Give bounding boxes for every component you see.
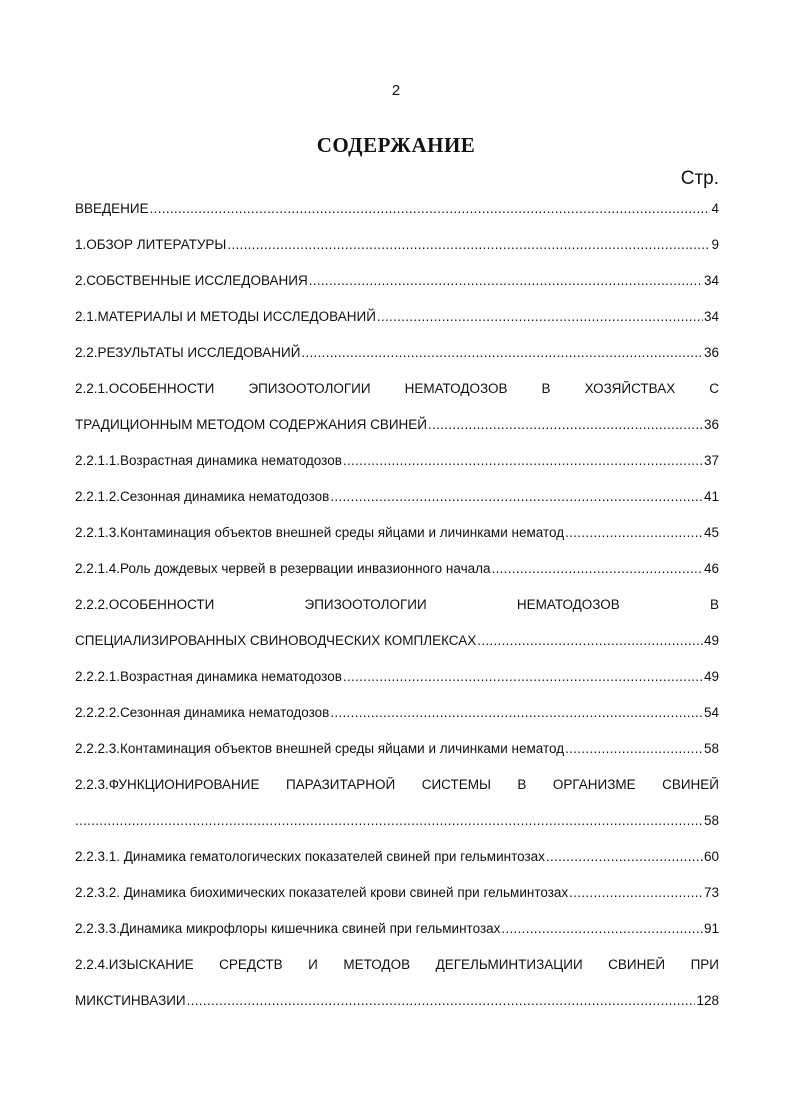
toc-entry-text: 2.2.1.3.Контаминация объектов внешней среды яйцами и личинками нематод <box>75 524 565 540</box>
dot-leader <box>227 237 710 252</box>
toc-entry <box>75 298 719 334</box>
dot-leader <box>477 633 703 648</box>
toc-entry <box>75 550 719 586</box>
toc-entry <box>75 190 719 226</box>
page-number: 2 <box>391 82 401 99</box>
toc-entry-page: 73 <box>703 884 719 900</box>
toc-entry-page: 36 <box>703 344 719 360</box>
dot-leader <box>377 309 703 324</box>
toc-entry-text: СПЕЦИАЛИЗИРОВАННЫХ СВИНОВОДЧЕСКИХ КОМПЛЕКСАХ <box>75 632 477 648</box>
toc-entry-text: ТРАДИЦИОННЫМ МЕТОДОМ СОДЕРЖАНИЯ СВИНЕЙ <box>75 416 428 432</box>
toc-entry <box>75 658 719 694</box>
toc-entry-text: 2.2.1.ОСОБЕННОСТИ ЭПИЗООТОЛОГИИ НЕМАТОДОЗОВ В ХОЗЯЙСТВАХ С <box>75 380 719 396</box>
toc-entry <box>75 766 719 802</box>
page-title: СОДЕРЖАНИЕ <box>316 133 476 157</box>
toc-entry <box>75 226 719 262</box>
toc-entry <box>75 982 719 1018</box>
toc-entry-text: 2.2.2.2.Сезонная динамика нематодозов <box>75 704 330 720</box>
toc-entry <box>75 622 719 658</box>
toc-entry-text: 2.2.2.1.Возрастная динамика нематодозов <box>75 668 342 684</box>
toc-entry-page: 49 <box>703 632 719 648</box>
toc-entry-text: 2.2.3.1. Динамика гематологических показателей свиней при гельминтозах <box>75 848 545 864</box>
toc-entry-text: 2.2.2.3.Контаминация объектов внешней среды яйцами и личинками нематод <box>75 740 565 756</box>
toc-entry-page: 49 <box>703 668 719 684</box>
toc-entry-page: 54 <box>703 704 719 720</box>
toc-entry <box>75 802 719 838</box>
dot-leader <box>75 813 703 828</box>
toc-entry-text: 2.1.МАТЕРИАЛЫ И МЕТОДЫ ИССЛЕДОВАНИЙ <box>75 308 376 324</box>
toc-entry-page: 46 <box>703 560 719 576</box>
toc-entry <box>75 910 719 946</box>
toc-entry-text: 2.2.1.1.Возрастная динамика нематодозов <box>75 452 342 468</box>
toc-entry-page: 41 <box>703 488 719 504</box>
toc-entry <box>75 730 719 766</box>
toc-entry-page: 58 <box>703 740 719 756</box>
toc-entry <box>75 874 719 910</box>
toc-entry-page: 9 <box>711 236 719 252</box>
toc-entry-page: 37 <box>703 452 719 468</box>
toc-entry-page: 45 <box>703 524 719 540</box>
dot-leader <box>150 201 711 216</box>
dot-leader <box>187 993 696 1008</box>
toc-entry-page: 60 <box>703 848 719 864</box>
toc-entry-page: 128 <box>696 992 719 1008</box>
toc-entry-text: 2.СОБСТВЕННЫЕ ИССЛЕДОВАНИЯ <box>75 272 308 288</box>
toc-entry-text: 1.ОБЗОР ЛИТЕРАТУРЫ <box>75 236 227 252</box>
dot-leader <box>492 561 703 576</box>
dot-leader <box>565 741 703 756</box>
toc-entry-page: 91 <box>703 920 719 936</box>
dot-leader <box>569 885 703 900</box>
toc-entry-text: МИКСТИНВАЗИИ <box>75 992 186 1008</box>
page-column-header: Стр. <box>680 168 719 189</box>
dot-leader <box>330 489 703 504</box>
dot-leader <box>428 417 703 432</box>
toc-entry <box>75 442 719 478</box>
toc-entry <box>75 694 719 730</box>
toc-entry-text: 2.2.4.ИЗЫСКАНИЕ СРЕДСТВ И МЕТОДОВ ДЕГЕЛЬМИНТИЗАЦИИ СВИНЕЙ ПРИ <box>75 956 719 972</box>
dot-leader <box>330 705 703 720</box>
toc-entry-text: 2.2.1.2.Сезонная динамика нематодозов <box>75 488 330 504</box>
dot-leader <box>309 273 703 288</box>
toc-entry <box>75 478 719 514</box>
toc-entry-text: 2.2.3.ФУНКЦИОНИРОВАНИЕ ПАРАЗИТАРНОЙ СИСТЕМЫ В ОРГАНИЗМЕ СВИНЕЙ <box>75 776 719 792</box>
toc-entry-text: 2.2.2.ОСОБЕННОСТИ ЭПИЗООТОЛОГИИ НЕМАТОДОЗОВ В <box>75 596 719 612</box>
toc-entry <box>75 838 719 874</box>
dot-leader <box>343 453 703 468</box>
toc-entry-page: 34 <box>703 308 719 324</box>
dot-leader <box>301 345 703 360</box>
dot-leader <box>343 669 703 684</box>
dot-leader <box>565 525 703 540</box>
toc-entry <box>75 586 719 622</box>
toc-entry <box>75 370 719 406</box>
toc-entry <box>75 262 719 298</box>
toc-entry-text: 2.2.1.4.Роль дождевых червей в резервации инвазионного начала <box>75 560 491 576</box>
toc-entry <box>75 514 719 550</box>
toc-entry-text: 2.2.РЕЗУЛЬТАТЫ ИССЛЕДОВАНИЙ <box>75 344 301 360</box>
toc-entry-text: 2.2.3.2. Динамика биохимических показателей крови свиней при гельминтозах <box>75 884 569 900</box>
toc-entry-page: 36 <box>703 416 719 432</box>
toc-entry <box>75 334 719 370</box>
toc-entry-page: 58 <box>703 812 719 828</box>
toc-entry-text: 2.2.3.3.Динамика микрофлоры кишечника свиней при гельминтозах <box>75 920 501 936</box>
dot-leader <box>501 921 703 936</box>
toc-entry <box>75 406 719 442</box>
toc-entry-page: 34 <box>703 272 719 288</box>
table-of-contents <box>75 190 719 1018</box>
dot-leader <box>546 849 703 864</box>
toc-entry-page: 4 <box>711 200 719 216</box>
toc-entry-text: ВВЕДЕНИЕ <box>75 200 149 216</box>
toc-entry <box>75 946 719 982</box>
